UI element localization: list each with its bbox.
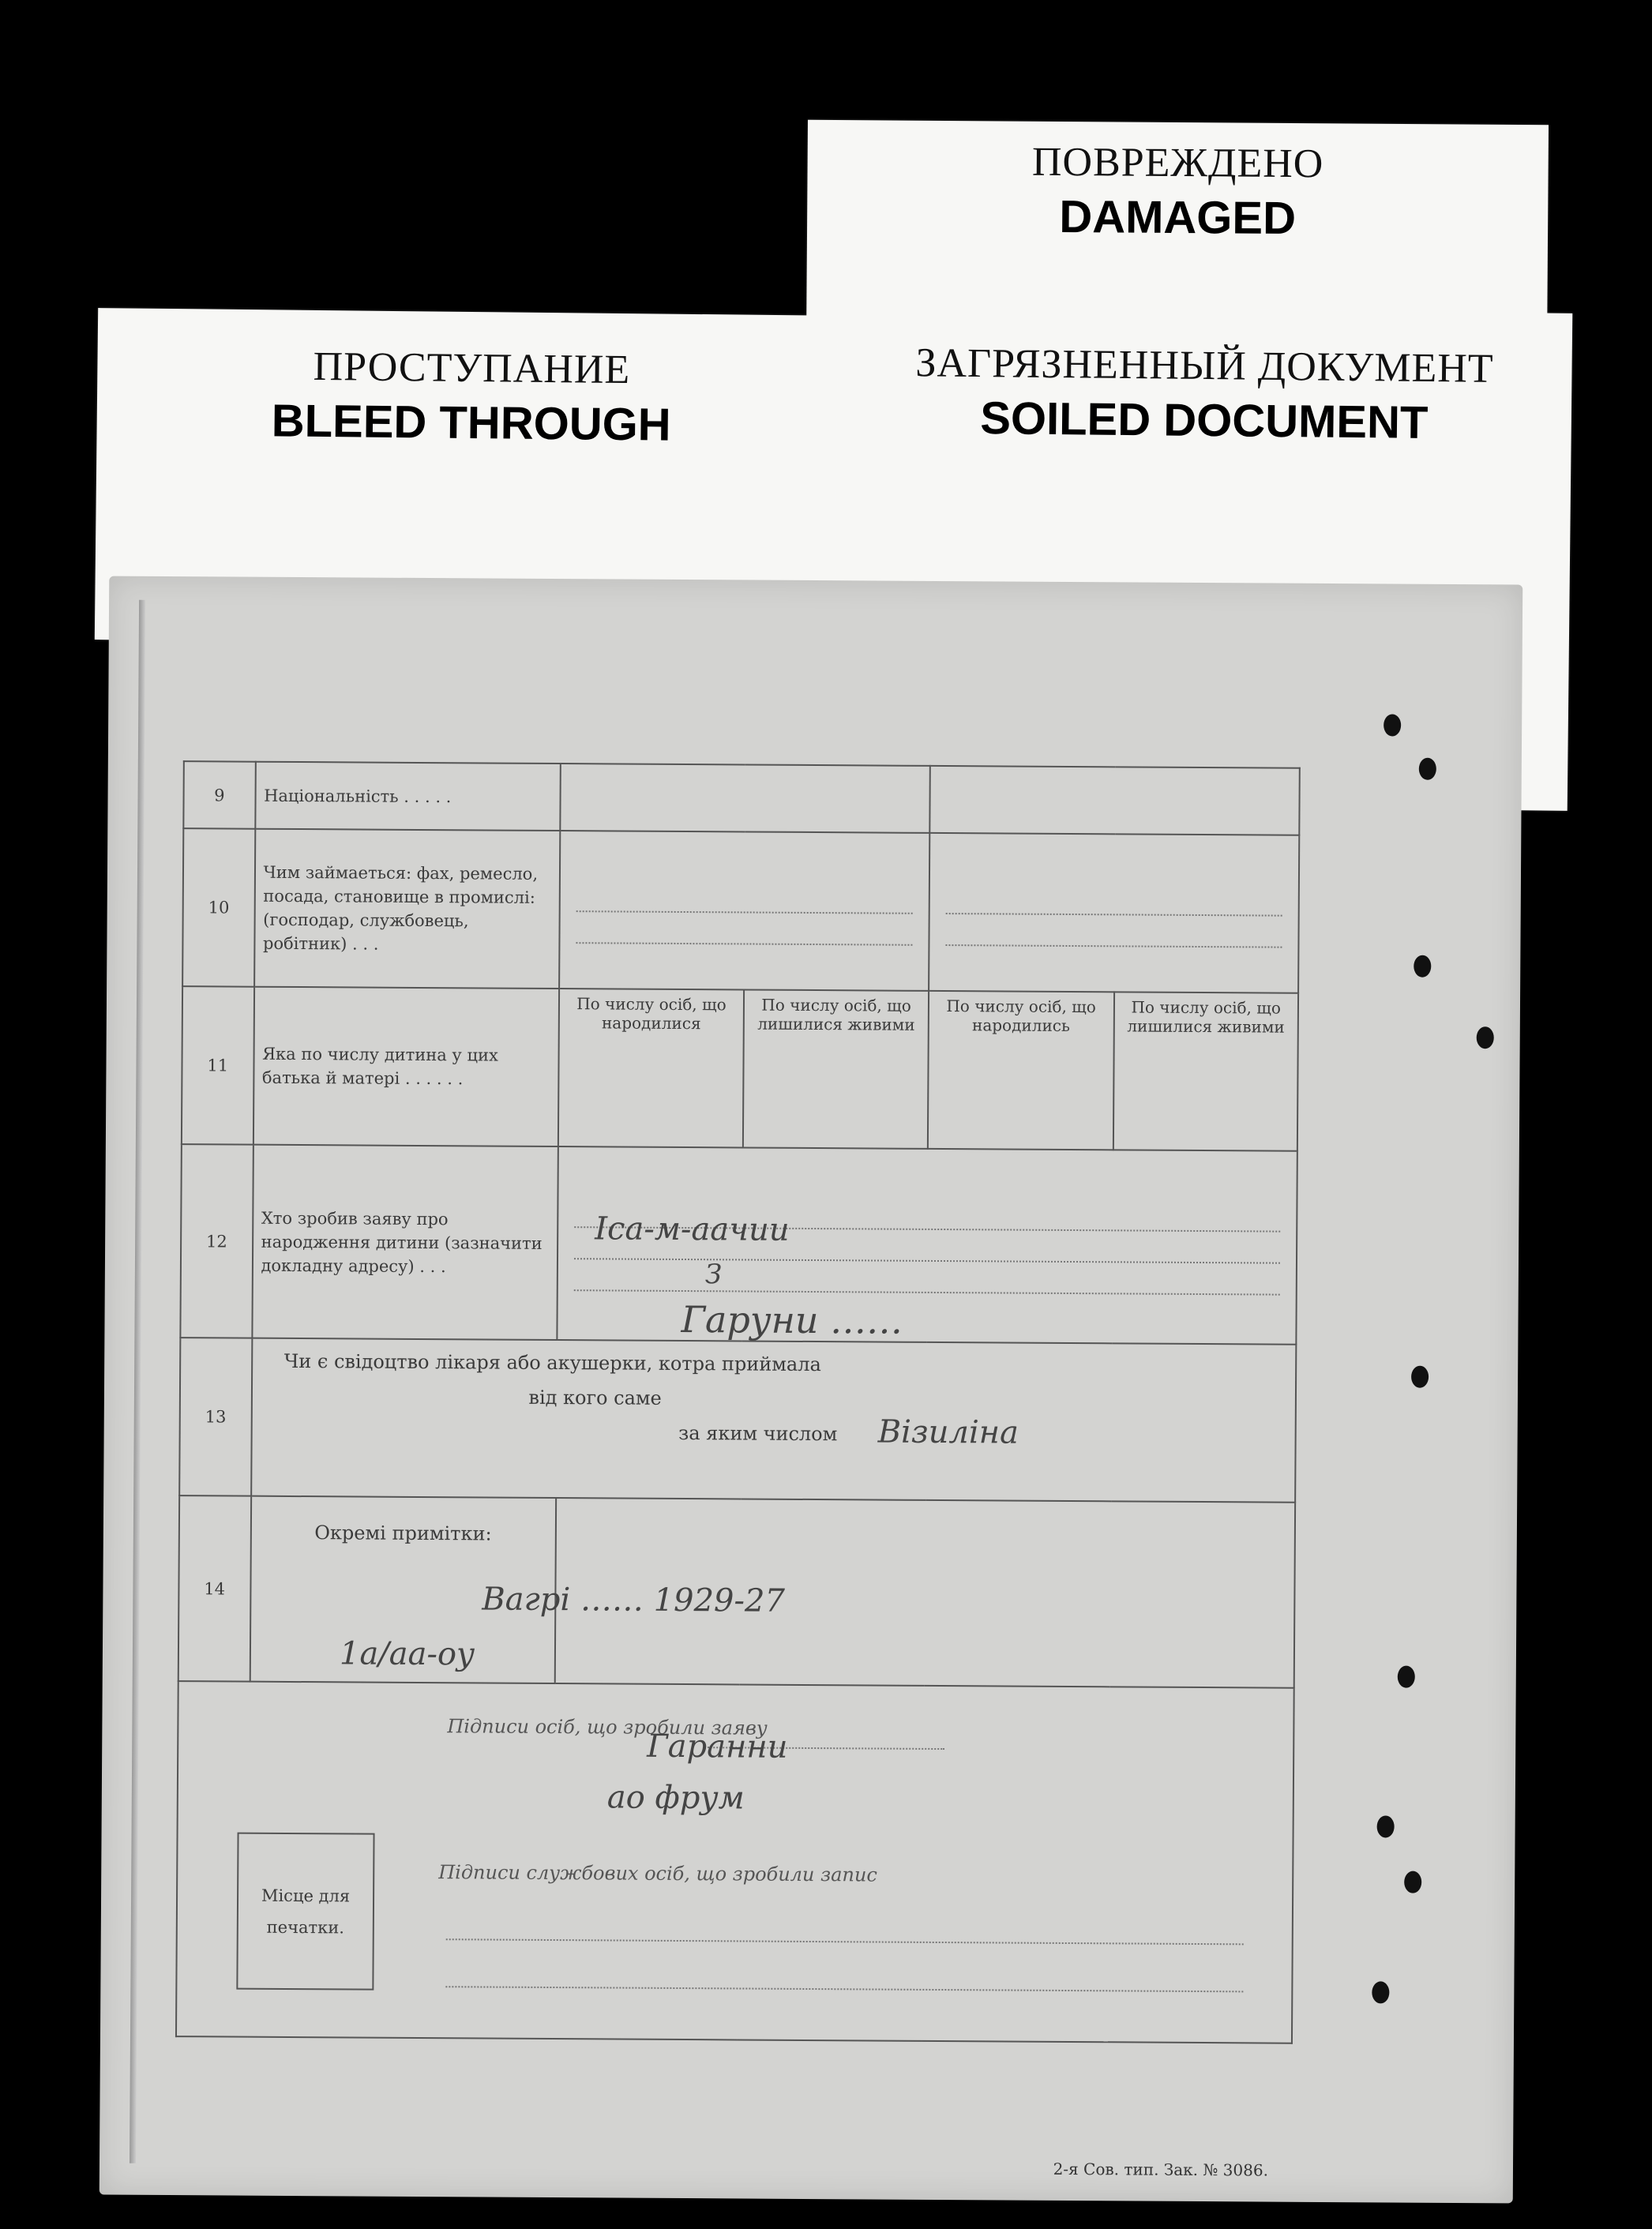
- row-label: Чим займаеться: фах, ремесло, посада, становище в промислі: (господар, службовець, робітник) . . .: [254, 829, 560, 989]
- stamp-label-2: печатки.: [266, 1917, 345, 1937]
- punch-hole: [1411, 1366, 1429, 1388]
- handwriting-signature-1: Гаранни: [647, 1728, 788, 1766]
- certificate-cell: [251, 1338, 1297, 1503]
- value-cell: [929, 833, 1299, 993]
- row-number: 10: [182, 828, 255, 987]
- official-signatures-label: Підписи службових осіб, що зробили запис: [438, 1861, 877, 1886]
- form-row-13: [179, 1338, 1296, 1503]
- value-cell: [559, 831, 929, 991]
- sub-column: [743, 989, 929, 1148]
- printer-footer: 2-я Сов. тип. Зак. № 3086.: [1053, 2159, 1269, 2180]
- row-number: 11: [182, 986, 254, 1145]
- stamp-box: [236, 1833, 374, 1991]
- subhead-alive-2: По числу осіб, що лишилися живими: [1127, 997, 1285, 1037]
- row-number: 9: [183, 761, 255, 829]
- row-number: 14: [178, 1495, 251, 1682]
- punch-hole: [1404, 1871, 1421, 1893]
- handwriting-row13: Візиліна: [877, 1413, 1019, 1451]
- binding-fold: [130, 600, 145, 2163]
- row-label: Яка по числу дитина у цих батька й матері . . . . . .: [253, 987, 558, 1146]
- damaged-ru: ПОВРЕЖДЕНО: [1031, 139, 1324, 187]
- soiled-en: SOILED DOCUMENT: [979, 392, 1429, 448]
- punch-hole: [1384, 714, 1401, 736]
- value-cell: [929, 766, 1300, 835]
- punch-hole: [1377, 1815, 1395, 1837]
- handwriting-row14-1: Вагрі …… 1929-27: [482, 1581, 786, 1619]
- value-cell: [560, 764, 930, 833]
- handwriting-row12-2: З: [704, 1259, 723, 1291]
- row-label: Окремі примітки:: [250, 1496, 555, 1683]
- handwriting-signature-2: ао фрум: [606, 1779, 745, 1817]
- declarant-signatures-label: Підписи осіб, що зробили заяву: [447, 1715, 768, 1739]
- punch-hole: [1414, 955, 1431, 978]
- punch-hole: [1398, 1666, 1415, 1688]
- damaged-en: DAMAGED: [1059, 190, 1297, 245]
- punch-hole: [1419, 758, 1436, 780]
- punch-hole: [1477, 1026, 1494, 1049]
- sub-column: [1113, 992, 1298, 1150]
- bleed-en: BLEED THROUGH: [271, 395, 671, 451]
- document-page: [99, 576, 1522, 2204]
- row-number: 12: [180, 1144, 253, 1338]
- subhead-born: По числу осіб, що народилися: [576, 994, 727, 1034]
- handwriting-row14-2: 1а/аа-оу: [339, 1635, 475, 1673]
- sub-column: [558, 989, 744, 1147]
- row-label: Національність . . . . .: [255, 762, 561, 831]
- certificate-question: Чи є свідоцтво лікаря або акушерки, котра приймала: [283, 1349, 821, 1376]
- form-row-11: [182, 986, 1298, 1151]
- handwriting-row12-1: Іса-м-аачии: [595, 1210, 790, 1248]
- stamp-label-1: Місце для: [261, 1886, 351, 1905]
- row-number: 13: [179, 1338, 252, 1496]
- bleed-ru: ПРОСТУПАНИЕ: [313, 343, 631, 393]
- punch-hole: [1372, 1981, 1389, 2003]
- from-whom-label: від кого саме: [528, 1386, 662, 1409]
- form-row-9: [183, 761, 1299, 835]
- date-label: за яким числом: [678, 1421, 838, 1446]
- soiled-ru: ЗАГРЯЗНЕННЫЙ ДОКУМЕНТ: [915, 340, 1494, 392]
- sub-column: [928, 991, 1114, 1150]
- birth-record-form: [175, 760, 1301, 2044]
- subhead-alive: По числу осіб, що лишилися живими: [757, 995, 915, 1034]
- form-row-10: [182, 828, 1299, 993]
- handwriting-row12-3: Гаруни ……: [681, 1297, 903, 1342]
- row-label: Хто зробив заяву про народження дитини (зазначити докладну адресу) . . .: [252, 1145, 558, 1340]
- subhead-born-2: По числу осіб, що народились: [946, 996, 1096, 1035]
